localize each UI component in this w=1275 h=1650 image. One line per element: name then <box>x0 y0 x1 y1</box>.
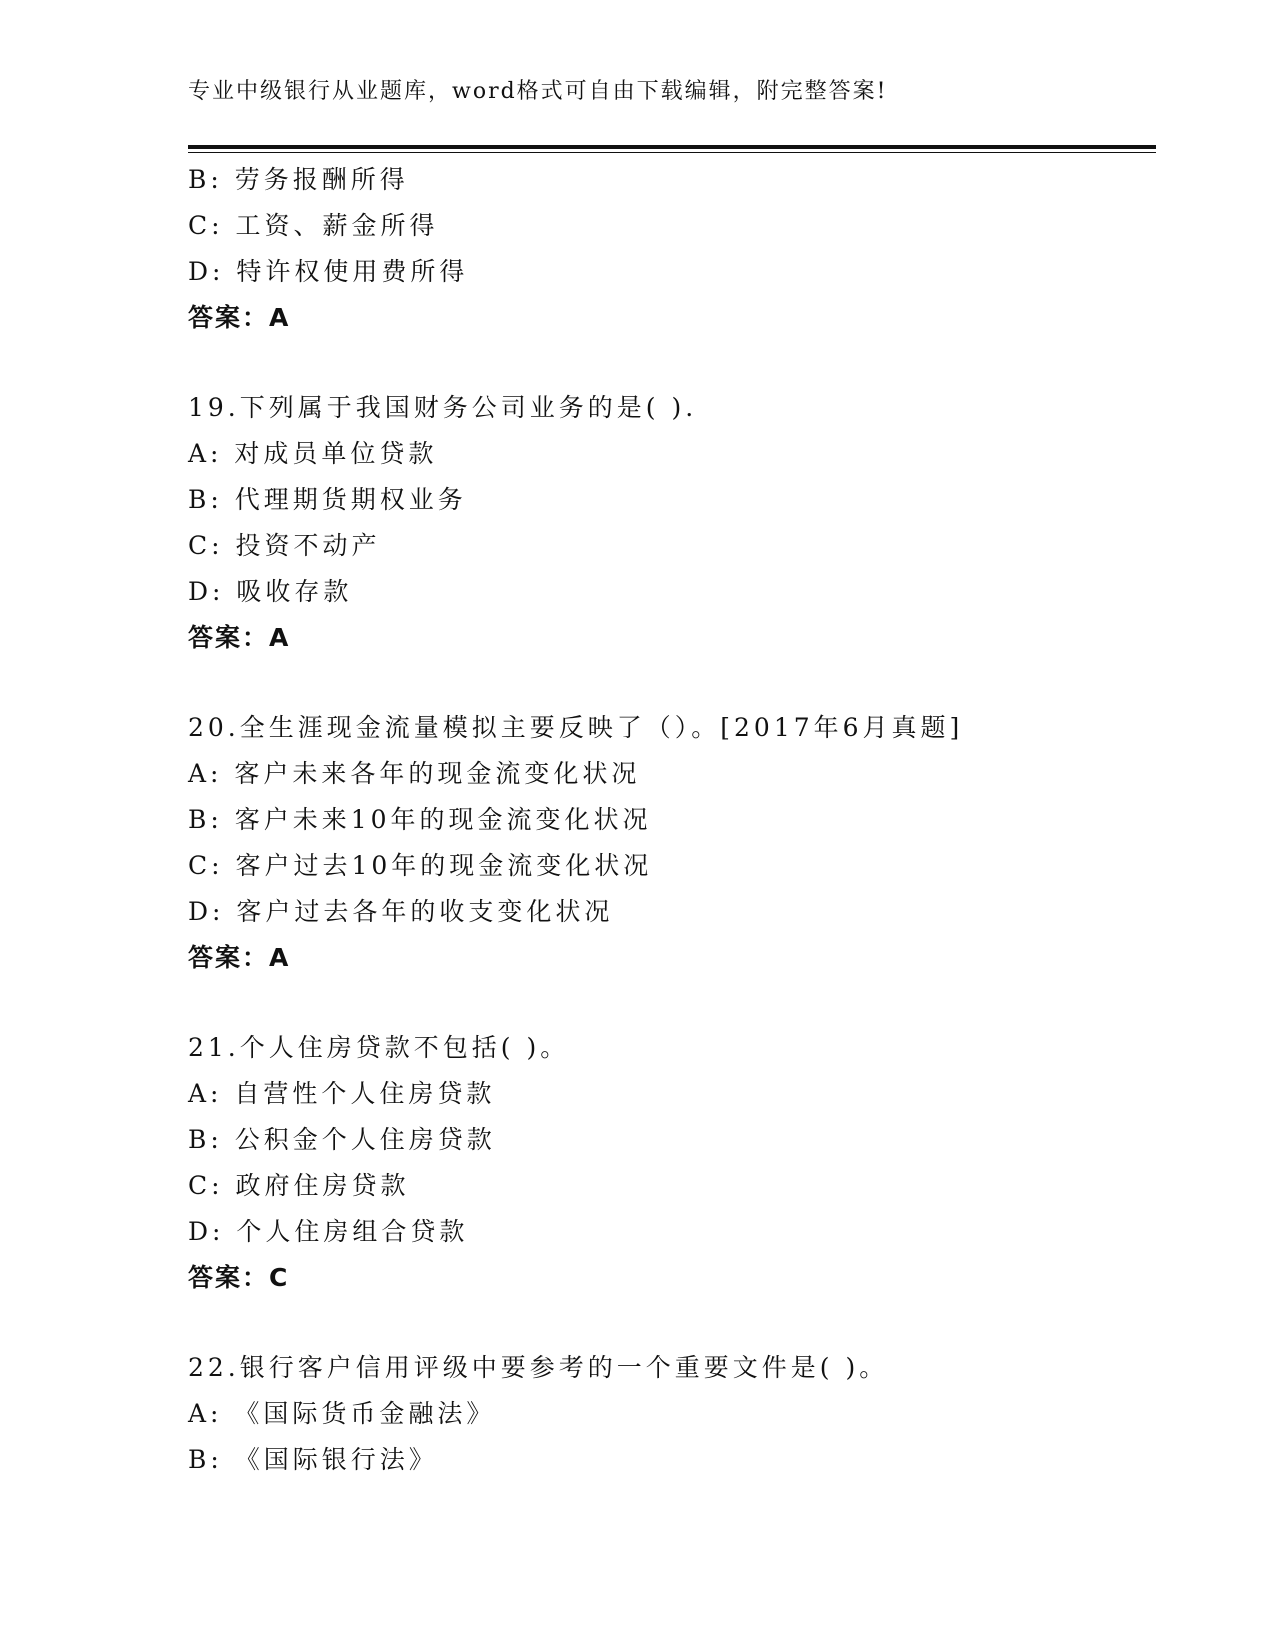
question-21 <box>188 1025 1156 1301</box>
option-a: A: 《国际货币金融法》 <box>188 1399 496 1428</box>
option-a: A: 自营性个人住房贷款 <box>188 1079 496 1108</box>
option-d: D: 客户过去各年的收支变化状况 <box>188 897 614 926</box>
spacer <box>188 661 1156 705</box>
option-d: D: 个人住房组合贷款 <box>188 1217 469 1246</box>
option-d: D: 特许权使用费所得 <box>188 257 469 286</box>
option-c: C: 投资不动产 <box>188 531 381 560</box>
answer: 答案：A <box>188 303 291 332</box>
option-c: C: 政府住房贷款 <box>188 1171 410 1200</box>
spacer <box>188 981 1156 1025</box>
option-c: C: 客户过去10年的现金流变化状况 <box>188 851 653 880</box>
answer: 答案：C <box>188 1263 290 1292</box>
question-stem: 19.下列属于我国财务公司业务的是( ). <box>188 393 698 422</box>
question-stem: 21.个人住房贷款不包括( )。 <box>188 1033 570 1062</box>
page-header: 专业中级银行从业题库，word格式可自由下载编辑，附完整答案! <box>188 79 888 104</box>
question-19 <box>188 385 1156 661</box>
option-b: B: 《国际银行法》 <box>188 1445 438 1474</box>
question-20 <box>188 705 1156 981</box>
option-b: B: 客户未来10年的现金流变化状况 <box>188 805 652 834</box>
carryover-question <box>188 157 1156 341</box>
question-stem: 22.银行客户信用评级中要参考的一个重要文件是( )。 <box>188 1353 889 1382</box>
option-d: D: 吸收存款 <box>188 577 353 606</box>
answer: 答案：A <box>188 943 291 972</box>
question-content <box>188 157 1156 1483</box>
option-c: C: 工资、薪金所得 <box>188 211 439 240</box>
option-a: A: 对成员单位贷款 <box>188 439 438 468</box>
option-b: B: 劳务报酬所得 <box>188 165 409 194</box>
option-b: B: 公积金个人住房贷款 <box>188 1125 496 1154</box>
spacer <box>188 341 1156 385</box>
question-stem: 20.全生涯现金流量模拟主要反映了（）。[2017年6月真题] <box>188 713 964 742</box>
spacer <box>188 1301 1156 1345</box>
header-rule-thick <box>188 145 1156 149</box>
option-a: A: 客户未来各年的现金流变化状况 <box>188 759 641 788</box>
header-rule-thin <box>188 152 1156 153</box>
answer: 答案：A <box>188 623 291 652</box>
question-22 <box>188 1345 1156 1483</box>
option-b: B: 代理期货期权业务 <box>188 485 467 514</box>
